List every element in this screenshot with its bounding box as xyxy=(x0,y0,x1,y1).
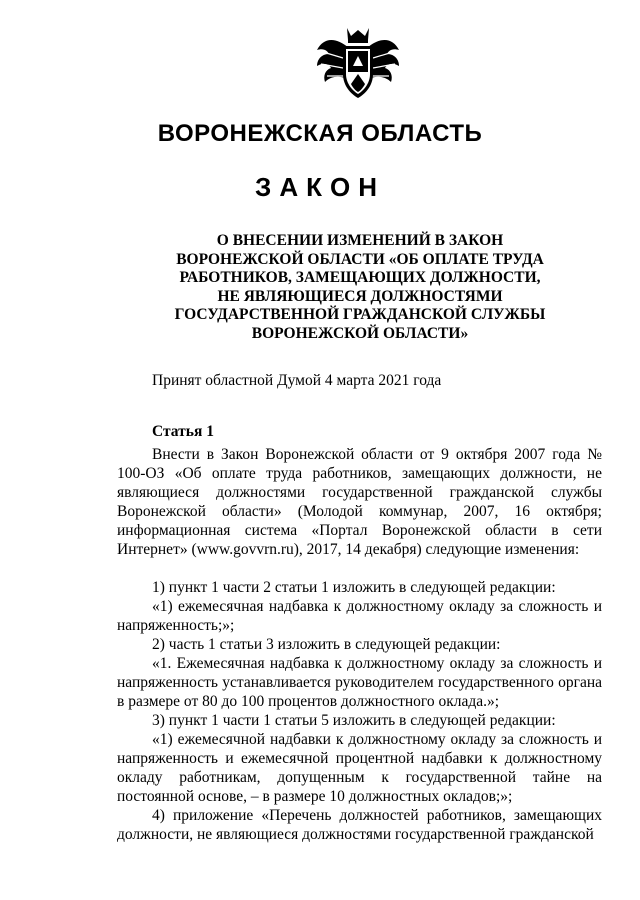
article-paragraph: 4) приложение «Перечень должностей работников, замещающих должности, не являющиеся должностями государственной гражданской xyxy=(117,807,602,843)
region-heading: ВОРОНЕЖСКАЯ ОБЛАСТЬ xyxy=(157,120,483,147)
article-paragraph: 3) пункт 1 части 1 статьи 5 изложить в следующей редакции: xyxy=(152,712,556,729)
article-body xyxy=(117,445,602,844)
article-paragraph: «1. Ежемесячная надбавка к должностному окладу за сложность и напряженность устанавливается руководителем государственного органа в размере от 80 до 100 процентов должностного оклада.»; xyxy=(117,655,602,710)
article-paragraph: 1) пункт 1 части 2 статьи 1 изложить в следующей редакции: xyxy=(152,579,556,596)
article-heading: Статья 1 xyxy=(152,423,214,440)
adoption-date-text: Принят областной Думой 4 марта 2021 года xyxy=(152,372,442,389)
article-paragraph: «1) ежемесячной надбавки к должностному окладу за сложность и напряженность и ежемесячной процентной надбавки к должностному окладу работникам, допущенным к государственной тайне на постоянной основе, – в размере 10 должностных окладов;»; xyxy=(117,731,602,805)
law-title xyxy=(140,232,580,343)
article-paragraph: «1) ежемесячная надбавка к должностному окладу за сложность и напряженность;»; xyxy=(117,598,602,634)
law-title-line: НЕ ЯВЛЯЮЩИЕСЯ ДОЛЖНОСТЯМИ xyxy=(217,287,503,305)
coat-of-arms-emblem xyxy=(313,24,403,104)
law-title-line: ГОСУДАРСТВЕННОЙ ГРАЖДАНСКОЙ СЛУЖБЫ xyxy=(174,306,546,323)
law-title-line: О ВНЕСЕНИИ ИЗМЕНЕНИЙ В ЗАКОН xyxy=(216,232,504,249)
law-title-line: ВОРОНЕЖСКОЙ ОБЛАСТИ» xyxy=(251,324,469,342)
law-title-line: ВОРОНЕЖСКОЙ ОБЛАСТИ «ОБ ОПЛАТЕ ТРУДА xyxy=(176,250,544,268)
article-paragraph: Внести в Закон Воронежской области от 9 октября 2007 года № 100-ОЗ «Об оплате труда работников, замещающих должности, не являющиеся должностями государственной гражданской службы Воронежской области» (Молодой коммунар, 2007, 16 октября; информационная система «Портал Воронежской области в сети Интернет» (www.govvrn.ru), 2017, 14 декабря) следующие изменения: xyxy=(117,446,602,558)
article-paragraph: 2) часть 1 статьи 3 изложить в следующей редакции: xyxy=(152,636,501,653)
document-type-heading: ЗАКОН xyxy=(255,172,385,202)
law-title-line: РАБОТНИКОВ, ЗАМЕЩАЮЩИХ ДОЛЖНОСТИ, xyxy=(179,269,541,286)
